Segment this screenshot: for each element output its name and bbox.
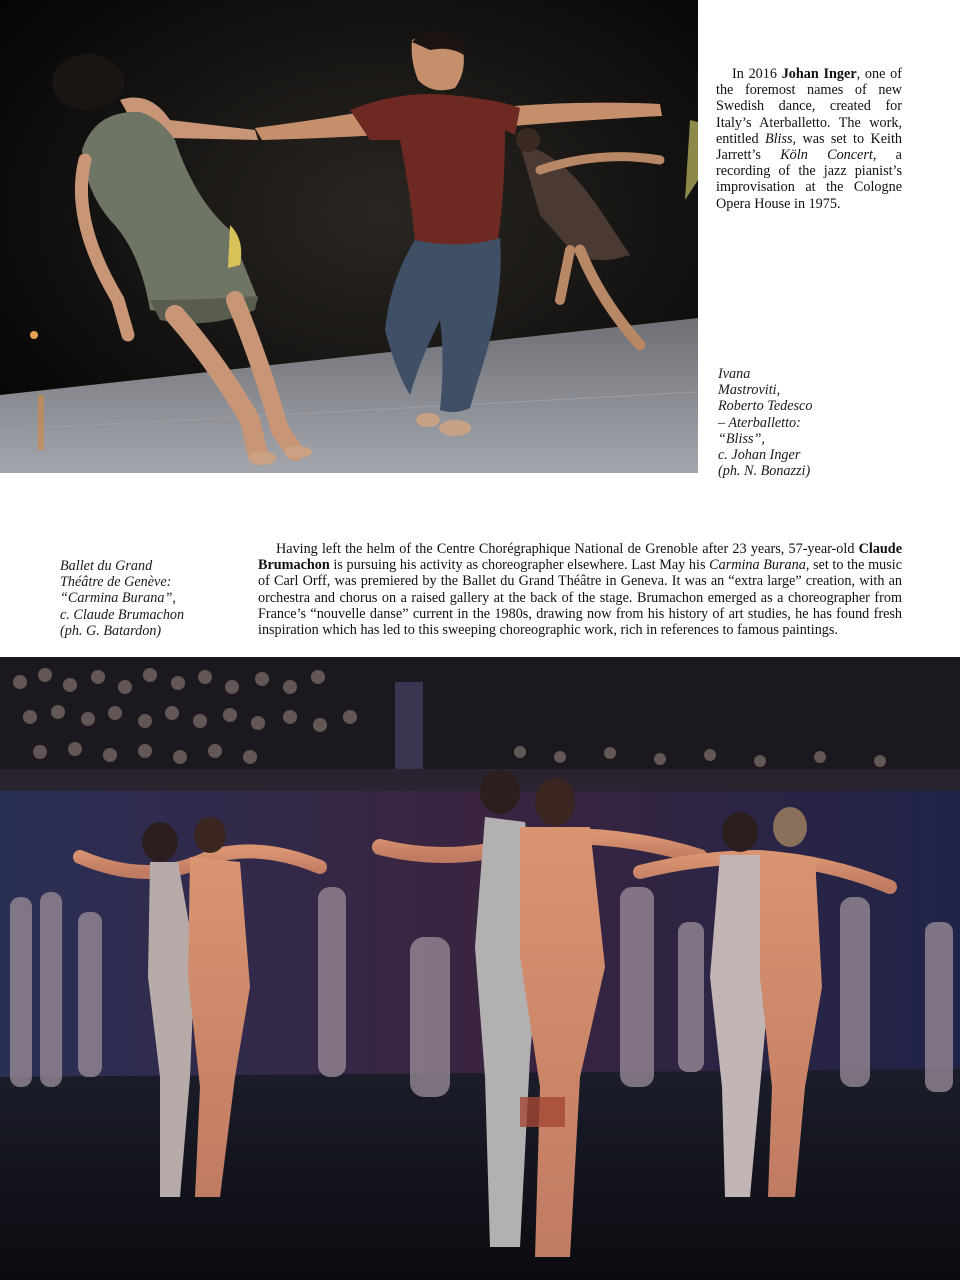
choreographer-name-brumachon: Claude Brumachon (258, 541, 902, 574)
article-text-2: is pursuing his activity as choreographer elsewhere. Last May his (329, 557, 710, 574)
stage-light (30, 331, 38, 339)
work-title-carmina: Carmina Burana (709, 557, 806, 574)
intro-text-4: , a recording of the jazz pianist’s improvisation at the Cologne Opera House in 1975. (716, 147, 902, 212)
intro-text-3: , was set to Keith Jarrett’s (716, 130, 902, 164)
caption-line: Théâtre de Genève: (60, 574, 172, 591)
caption-line: – Aterballetto: (718, 414, 801, 431)
carmina-photo-illustration (0, 657, 960, 1280)
caption-line: c. Johan Inger (718, 447, 801, 464)
stage-floor (0, 1069, 960, 1280)
photo-bliss (0, 0, 698, 473)
caption-line: (ph. N. Bonazzi) (718, 463, 811, 480)
work-title-bliss: Bliss (764, 130, 793, 147)
caption-bliss (718, 366, 848, 479)
article-text-3: , set to the music of Carl Orff, was premiered by the Ballet du Grand Théâtre in Geneva. It was an “extra large” creation, with an orchestra and chorus on a raised gallery at the back of the stage. Brumachon emerged as a choreographer from France’s “nouvelle danse” current in the 1980s, drawing now from his history of art studies, he has found fresh inspiration which has led to this sweeping choreographic work, rich in references to famous paintings. (258, 557, 902, 639)
caption-line: Ivana (718, 366, 751, 382)
album-title: Köln Concert (780, 147, 873, 164)
caption-line: Roberto Tedesco (718, 398, 813, 415)
intro-text-1: In 2016 (732, 66, 782, 82)
caption-line: Mastroviti, (718, 382, 781, 399)
article-text-1: Having left the helm of the Centre Chorégraphique National de Grenoble after 23 years, 57-year-old (276, 541, 859, 557)
choreographer-name-inger: Johan Inger (781, 66, 857, 82)
caption-line: c. Claude Brumachon (60, 606, 185, 623)
caption-line: (ph. G. Batardon) (60, 622, 162, 639)
caption-carmina-burana (60, 558, 235, 639)
conductor (395, 682, 423, 772)
caption-line: “Carmina Burana”, (60, 590, 176, 607)
intro-text-2: , one of the foremost names of new Swedish dance, created for Italy’s Aterballetto. The work, entitled (716, 66, 902, 147)
article-paragraph (258, 541, 902, 638)
intro-paragraph (716, 66, 902, 212)
caption-line: “Bliss”, (718, 430, 765, 447)
bliss-photo-illustration (0, 0, 698, 473)
caption-line: Ballet du Grand (60, 558, 153, 574)
photo-carmina-burana (0, 657, 960, 1280)
